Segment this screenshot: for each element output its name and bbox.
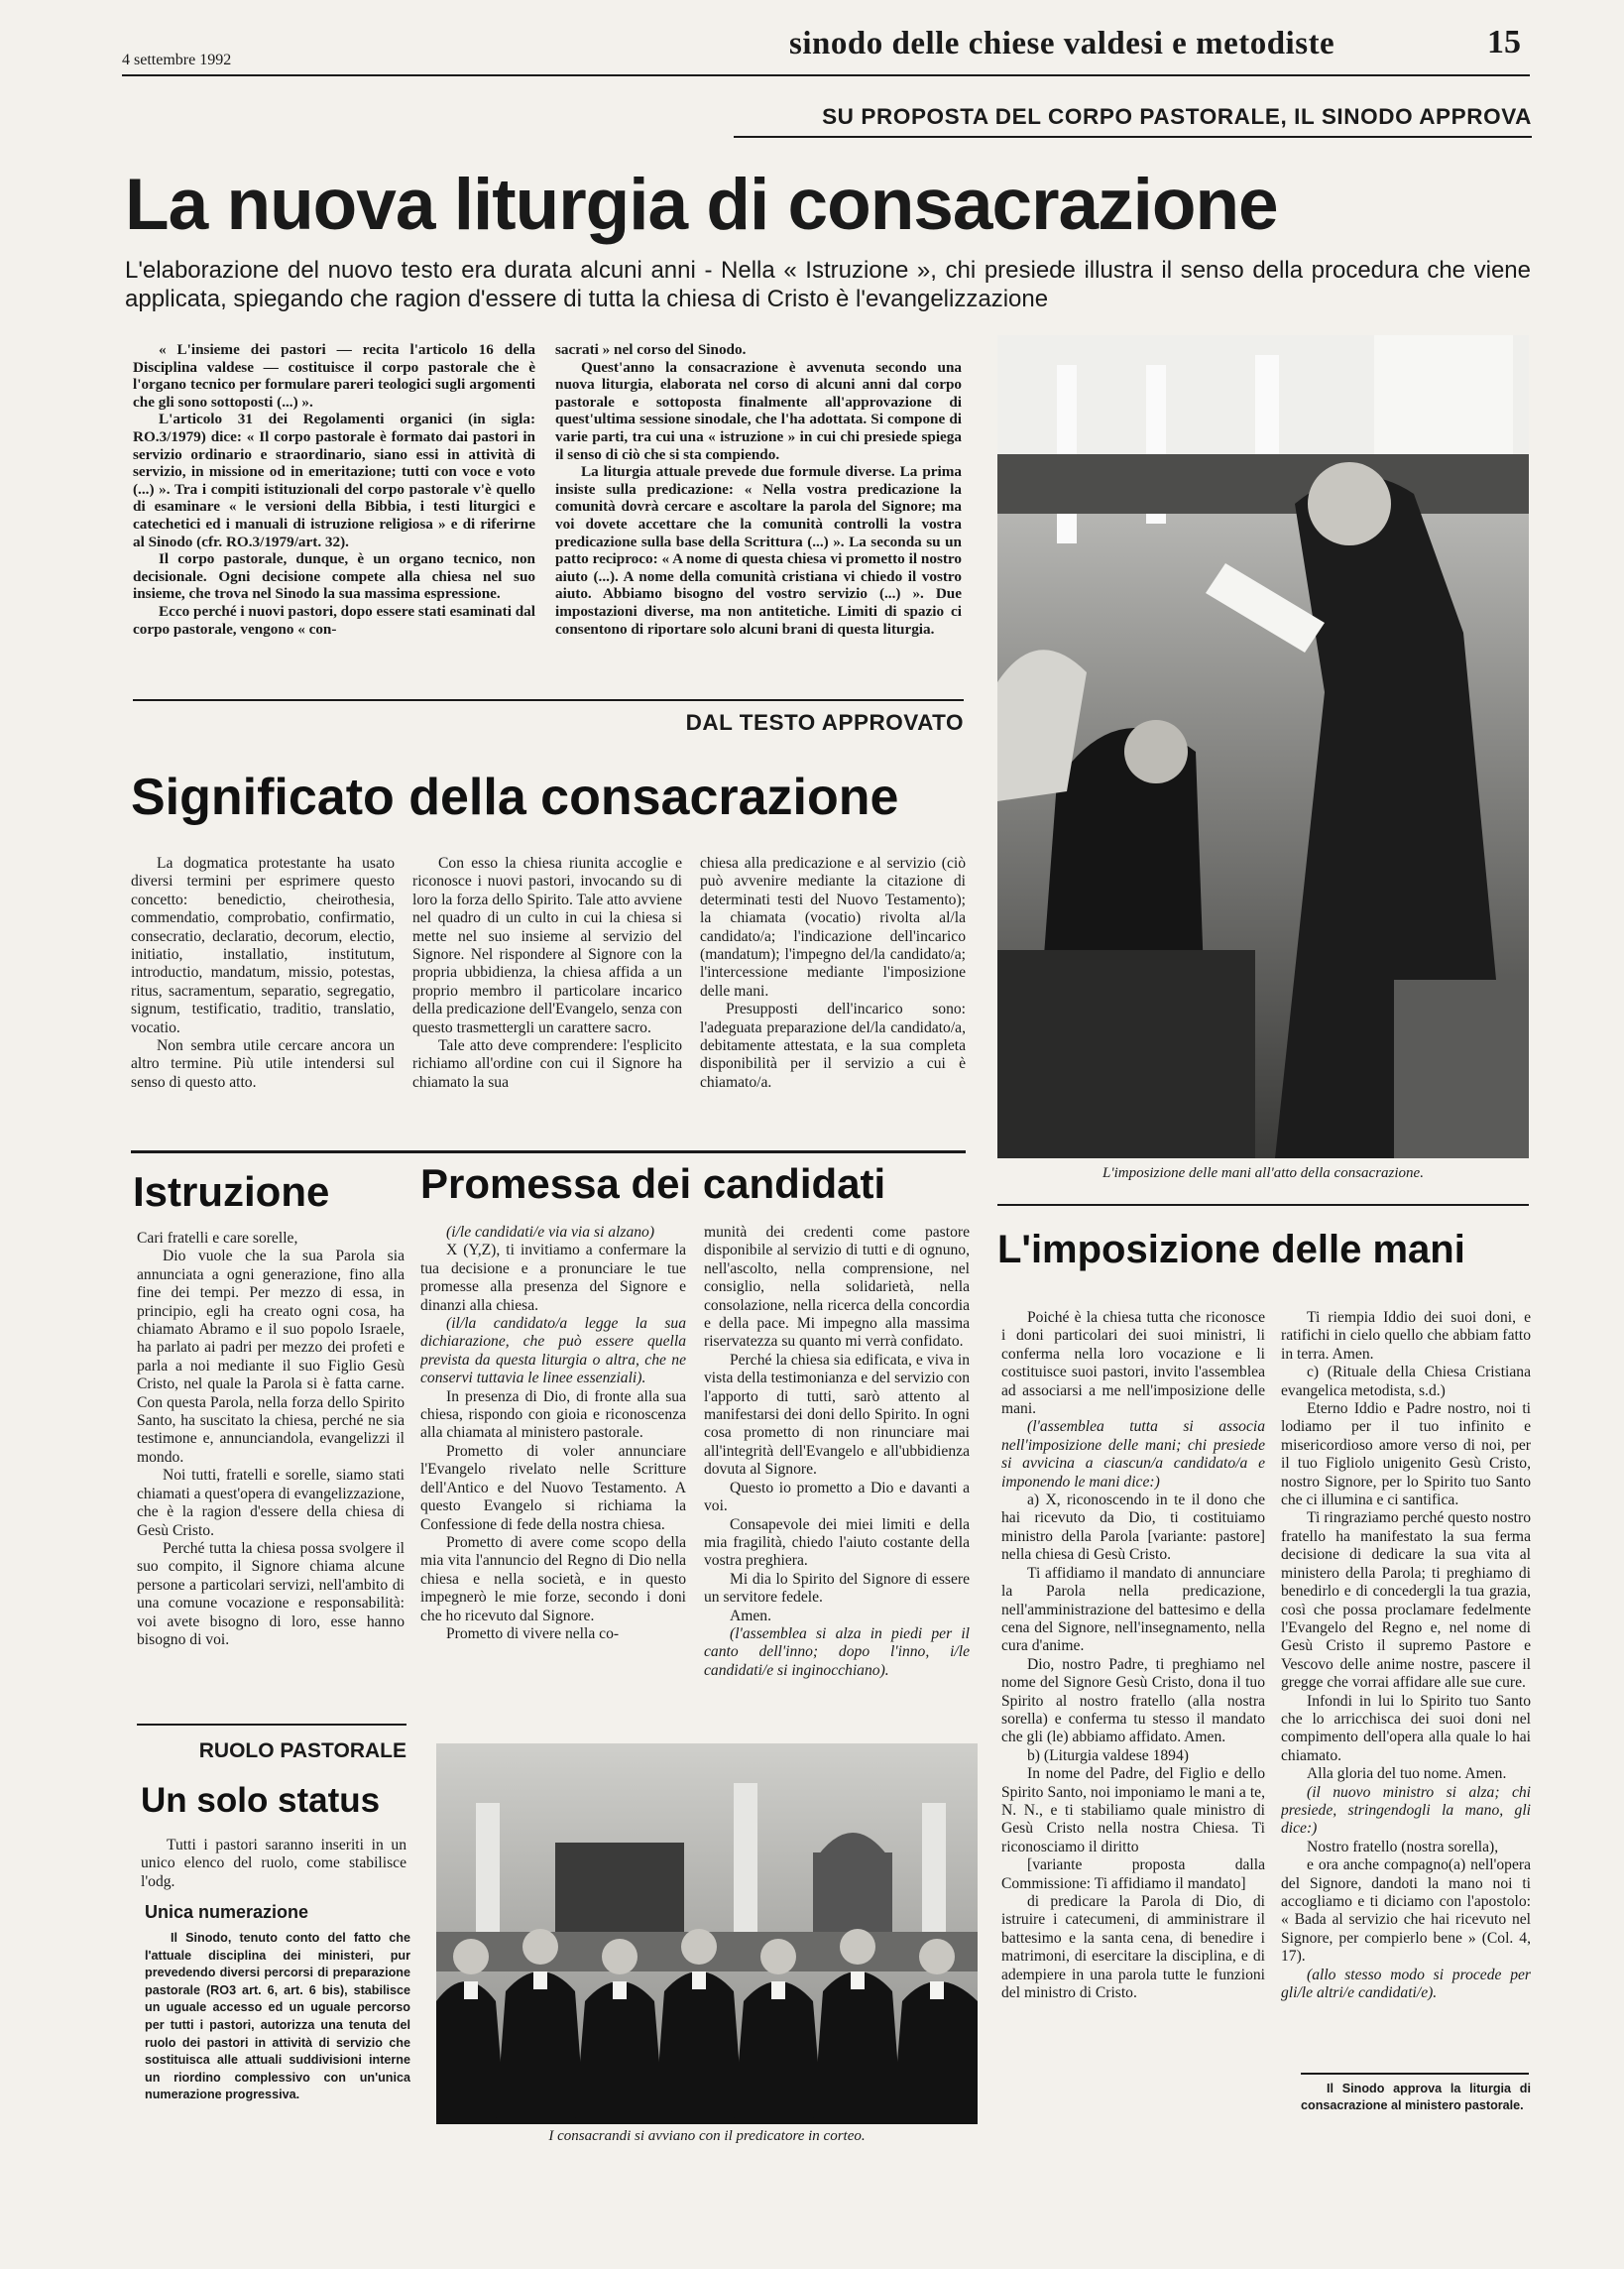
promessa-paragraph: Prometto di avere come scopo della mia vita l'annuncio del Regno di Dio nella chiesa e nella società, e in questo impegnerò le mie forze, secondo i doni che ho ricevuto dal Signore.: [420, 1533, 686, 1624]
promessa-paragraph: munità dei credenti come pastore disponibile al servizio di tutti e di ognuno, nell'ascolto, nella comprensione, nel consiglio, nella solidarietà, nella consolazione, nella ricerca della concordia e della pace. Mi impegno alla massima riservatezza su quanto mi verrà confidato.: [704, 1224, 970, 1351]
masthead-date: 4 settembre 1992: [122, 52, 232, 68]
procession-photo: [436, 1743, 978, 2124]
promessa-paragraph: (i/le candidati/e via via si alzano): [446, 1224, 655, 1241]
ruolo-rule: [137, 1724, 406, 1726]
imposizione-paragraph: (l'assemblea tutta si associa nell'imposizione delle mani; chi presiede si avvicina a ciascun/a candidato/a e imponendo le mani dice:): [1001, 1418, 1265, 1491]
imposizione-paragraph: (allo stesso modo si procede per gli/le altri/e candidati/e).: [1281, 1966, 1531, 2002]
imposizione-paragraph: In nome del Padre, del Figlio e dello Spirito Santo, noi imponiamo le mani a te, N. N., e ti stabiliamo quale ministro di Gesù Cristo nella nostra Chiesa. Ti riconosciamo il diritto: [1001, 1765, 1265, 1855]
istruzione-title: Istruzione: [133, 1168, 330, 1215]
promessa-paragraph: Prometto di voler annunciare l'Evangelo rivelato nelle Scritture dell'Antico e del Nuovo Testamento. A questo Evangelo si richiama la Confessione di fede della nostra chiesa.: [420, 1442, 686, 1533]
page-number: 15: [1487, 24, 1521, 60]
promessa-paragraph: Consapevole dei miei limiti e della mia fragilità, chiedo l'aiuto costante della vostra preghiera.: [704, 1515, 970, 1570]
headline: La nuova liturgia di consacrazione: [125, 165, 1278, 245]
intro-paragraph: sacrati » nel corso del Sinodo.: [555, 341, 747, 358]
imposizione-paragraph: c) (Rituale della Chiesa Cristiana evangelica metodista, s.d.): [1281, 1364, 1531, 1399]
imposizione-paragraph: di predicare la Parola di Dio, di istruire i catecumeni, di amministrare il battesimo e la santa cena, di benedire i matrimoni, di esercitare la disciplina, e di adempiere in una parola tutte le funzioni del ministro di Cristo.: [1001, 1893, 1265, 2002]
significato-rule: [131, 1150, 966, 1153]
intro-paragraph: La liturgia attuale prevede due formule diverse. La prima insiste sulla predicazione: « Nella vostra predicazione la comunità dovrà cercare e ascoltare la parola del Signore; ma voi dovete accettare che la comunità controlli la vostra predicazione sulla base della Scrittura (...) ». La seconda su un patto reciproco: « A nome di questa chiesa vi prometto il nostro aiuto (...). A nome della comunità cristiana vi chiedo il vostro aiuto. Abbiamo bisogno del vostro servizio (...) ». Due impostazioni diverse, ma non antitetiche. Limiti di spazio ci consentono di riportare solo alcuni brani di questa liturgia.: [555, 463, 962, 638]
consecration-photo-image: [997, 335, 1529, 1158]
ruolo-intro: [141, 1837, 406, 1896]
intro-paragraph: Il corpo pastorale, dunque, è un organo tecnico, non decisionale. Ogni decisione compete alla chiesa nel suo insieme, che trova nel Sinodo la sua massima espressione.: [133, 550, 535, 603]
imposizione-footnote: [1301, 2081, 1531, 2140]
imposizione-paragraph: a) X, riconoscendo in te il dono che hai ricevuto da Dio, ti costituiamo ministro della Parola [variante: pastore] nella chiesa di Gesù Cristo.: [1001, 1492, 1265, 1564]
promessa-column-2: [704, 1224, 970, 1739]
masthead-rule: [122, 74, 1530, 76]
istruzione-paragraph: Dio vuole che la sua Parola sia annunciata a ogni generazione, fino alla fine dei tempi. Per mezzo di essa, in principio, egli ha creato ogni cosa, ha chiamato Abramo e il suo popolo Israele, ha parlato ai padri per mezzo dei profeti e parla a noi mediante il suo Figlio Gesù Cristo, nel quale la Parola si è fatta carne. Con questa Parola, nella forza dello Spirito Santo, ha suscitato la chiesa, perché ne sia testimone e, annunciandola, evangelizzi il mondo.: [137, 1248, 405, 1466]
imposizione-paragraph: Eterno Iddio e Padre nostro, noi ti lodiamo per il tuo infinito e misericordioso amore verso di noi, per il tuo Figliolo unigenito Gesù Cristo, nostro Signore, per lo Spirito tuo Santo che ci illumina e ci santifica.: [1281, 1400, 1531, 1509]
photo1-caption: L'imposizione delle mani all'atto della consacrazione.: [1102, 1165, 1424, 1181]
ruolo-subtitle: Unica numerazione: [145, 1902, 309, 1922]
significato-paragraph: Tale atto deve comprendere: l'esplicito richiamo all'ordine con cui il Signore ha chiamato la sua: [412, 1037, 682, 1091]
imposizione-paragraph: Infondi in lui lo Spirito tuo Santo che lo arricchisca dei suoi doni nel compimento dell'opera alla quale lo hai chiamato.: [1281, 1692, 1531, 1764]
imposizione-paragraph: Alla gloria del tuo nome. Amen.: [1307, 1765, 1507, 1783]
imposizione-title: L'imposizione delle mani: [997, 1228, 1465, 1271]
significato-paragraph: Presupposti dell'incarico sono: l'adeguata preparazione del/la candidato/a, debitamente attestata, e la sua completa disponibilità per il servizio a cui è chiamato/a.: [700, 1001, 966, 1091]
significato-column-1: [131, 855, 395, 1133]
istruzione-paragraph: Perché tutta la chiesa possa svolgere il suo compito, il Signore chiama alcune persone a particolari servizi, nell'ambito di una comune vocazione e responsabilità: voi avete bisogno di loro, esse hanno bisogno di voi.: [137, 1539, 405, 1648]
intro-paragraph: L'articolo 31 dei Regolamenti organici (in sigla: RO.3/1979) dice: « Il corpo pastorale è formato dai pastori in servizio ordinario e straordinario, siano essi in attività di servizio, in missione od in emeritazione; tutti con voce e voto (...) ». Tra i compiti istituzionali del corpo pastorale v'è quello di esaminare « le versioni della Bibbia, i testi liturgici e catechetici ed i manuali di istruzione religiosa » e di riferirne al Sinodo (cfr. RO.3/1979/art. 32).: [133, 411, 535, 550]
promessa-paragraph: In presenza di Dio, di fronte alla sua chiesa, rispondo con gioia e riconoscenza alla chiamata al ministero pastorale.: [420, 1387, 686, 1442]
promessa-title: Promessa dei candidati: [420, 1160, 886, 1207]
significato-paragraph: chiesa alla predicazione e al servizio (ciò può avvenire mediante la citazione di determinati testi del Nuovo Testamento); la chiamata (vocatio) rivolta al/la candidato/a; l'indicazione dell'incarico (mandatum); l'impegno del/la candidato/a; l'intercessione mediante l'imposizione delle mani.: [700, 855, 966, 1000]
promessa-paragraph: Questo io prometto a Dio e davanti a voi.: [704, 1479, 970, 1515]
promessa-paragraph: Mi dia lo Spirito del Signore di essere un servitore fedele.: [704, 1570, 970, 1607]
imposizione-column-2: [1281, 1309, 1531, 2063]
imposizione-paragraph: Nostro fratello (nostra sorella),: [1307, 1838, 1499, 1855]
imposizione-paragraph: b) (Liturgia valdese 1894): [1027, 1746, 1189, 1764]
kicker-mid: DAL TESTO APPROVATO: [685, 710, 964, 735]
significato-paragraph: Non sembra utile cercare ancora un altro termine. Più utile intendersi sul senso di questo atto.: [131, 1037, 395, 1091]
ruolo-body-text: Il Sinodo, tenuto conto del fatto che l'attuale disciplina dei ministeri, pur prevedendo diversi percorsi di preparazione pastorale (RO3 art. 6, art. 6 bis), stabilisce un uguale accesso ed un uguale percorso per tutti i pastori, autorizza una tenuta del ruolo dei pastori in attività di servizio che sostituisca alle attuali suddivisioni interne un riordino complessivo con un'unica numerazione progressiva.: [145, 1931, 410, 2102]
imposizione-rule: [997, 1204, 1529, 1206]
intro-column-1: [133, 341, 535, 690]
kicker-rule: [734, 136, 1532, 138]
subhead: L'elaborazione del nuovo testo era durata alcuni anni - Nella « Istruzione », chi presiede illustra il senso della procedura che viene applicata, spiegando che ragion d'essere di tutta la chiesa di Cristo è l'evangelizzazione: [125, 257, 1531, 312]
istruzione-paragraph: Noi tutti, fratelli e sorelle, siamo stati chiamati a quest'opera di evangelizzazione, che è la ragion d'essere della chiesa di Gesù Cristo.: [137, 1467, 405, 1539]
imposizione-paragraph: Poiché è la chiesa tutta che riconosce i doni particolari dei suoi ministri, li conferma nella loro vocazione e li costituisce suoi pastori, invito l'assemblea ad associarsi a me nell'imposizione delle mani.: [1001, 1309, 1265, 1418]
istruzione-column: [137, 1230, 405, 1755]
intro-paragraph: Ecco perché i nuovi pastori, dopo essere stati esaminati dal corpo pastorale, vengono « con-: [133, 602, 535, 638]
significato-paragraph: Con esso la chiesa riunita accoglie e riconosce i nuovi pastori, invocando su di loro la forza dello Spirito. Tale atto avviene nel quadro di un culto in cui la chiesa si mette nel suo insieme al servizio del Signore. Nel rispondere al Signore con la propria ubbidienza, la chiesa affida a un proprio membro il particolare incarico della predicazione dell'Evangelo, senza con questo trasmettergli un carattere sacro.: [412, 855, 682, 1036]
significato-paragraph: La dogmatica protestante ha usato diversi termini per esprimere questo concetto: benedictio, cheirothesia, commendatio, comprobatio, confirmatio, consecratio, declaratio, decorum, electio, initiatio, installatio, institutum, introductio, mandatum, missio, potestas, ritus, sacramentum, separatio, segregatio, signum, testificatio, traditio, translatio, vocatio.: [131, 855, 395, 1036]
promessa-paragraph: Prometto di vivere nella co-: [446, 1624, 620, 1642]
promessa-paragraph: (l'assemblea si alza in piedi per il canto dell'inno; dopo l'inno, i/le candidati/e si inginocchiano).: [704, 1624, 970, 1679]
istruzione-paragraph: Cari fratelli e care sorelle,: [137, 1230, 298, 1247]
promessa-paragraph: Perché la chiesa sia edificata, e viva in vista della testimonianza e del servizio con l'apporto di tutti, sarò attento al manifestarsi dei doni dello Spirito. In ogni cosa prometto di non rinunciare mai all'integrità dell'Evangelo e all'ubbidienza dovuta al Signore.: [704, 1351, 970, 1479]
promessa-column-1: [420, 1224, 686, 1739]
ruolo-body: [145, 1930, 410, 2148]
ruolo-kicker: RUOLO PASTORALE: [198, 1739, 406, 1762]
footnote-rule: [1301, 2073, 1529, 2075]
promessa-paragraph: X (Y,Z), ti invitiamo a confermare la tua decisione e a pronunciare le tue promesse alla presenza del Signore e dinanzi alla chiesa.: [420, 1242, 686, 1314]
significato-column-3: [700, 855, 966, 1133]
intro-rule: [133, 699, 964, 701]
imposizione-paragraph: Ti riempia Iddio dei suoi doni, e ratifichi in cielo quello che abbiam fatto in terra. Amen.: [1281, 1309, 1531, 1363]
imposizione-paragraph: Ti affidiamo il mandato di annunciare la Parola nella predicazione, nell'amministrazione del battesimo e della cena del Signore, nell'insegnamento, nella cura d'anime.: [1001, 1564, 1265, 1655]
imposizione-footnote-text: Il Sinodo approva la liturgia di consacrazione al ministero pastorale.: [1301, 2082, 1531, 2112]
imposizione-paragraph: (il nuovo ministro si alza; chi presiede, stringendogli la mano, gli dice:): [1281, 1783, 1531, 1838]
procession-photo-image: [436, 1743, 978, 2124]
intro-column-2: [555, 341, 962, 690]
consecration-photo: [997, 335, 1529, 1158]
significato-column-2: [412, 855, 682, 1133]
imposizione-paragraph: [variante proposta dalla Commissione: Ti affidiamo il mandato]: [1001, 1856, 1265, 1892]
imposizione-column-1: [1001, 1309, 1265, 2142]
imposizione-paragraph: Ti ringraziamo perché questo nostro fratello ha manifestato la sua ferma decisione di dedicare la sua vita al ministero della Parola; ti preghiamo di benedirlo e di concedergli la tua grazia, così che possa proclamare fedelmente l'Evangelo del Regno e, nel nome di Gesù Cristo il supremo Pastore e Vescovo delle anime nostre, pascere il gregge che vorrai affidare alle sue cure.: [1281, 1509, 1531, 1692]
masthead-title: sinodo delle chiese valdesi e metodiste: [789, 26, 1335, 61]
ruolo-title: Un solo status: [141, 1781, 381, 1820]
ruolo-intro-text: Tutti i pastori saranno inseriti in un unico elenco del ruolo, come stabilisce l'odg.: [141, 1837, 406, 1890]
imposizione-paragraph: e ora anche compagno(a) nell'opera del Signore, dandoti la mano noi ti accogliamo e ti diciamo con l'apostolo: « Bada al servizio che hai ricevuto nel Signore, per compierlo bene » (Col. 4, 17).: [1281, 1856, 1531, 1966]
promessa-paragraph: (il/la candidato/a legge la sua dichiarazione, che può essere quella prevista da questa liturgia o altra, che ne conservi tuttavia le linee essenziali).: [420, 1315, 686, 1387]
imposizione-paragraph: Dio, nostro Padre, ti preghiamo nel nome del Signore Gesù Cristo, dona il tuo Spirito al nostro fratello (alla nostra sorella) e conferma tu stesso il mandato che gli (le) abbiamo affidato. Amen.: [1001, 1655, 1265, 1746]
intro-paragraph: Quest'anno la consacrazione è avvenuta secondo una nuova liturgia, elaborata nel corso di alcuni anni dal corpo pastorale e sottoposta finalmente all'approvazione di quest'ultima sessione sinodale, che l'ha adottata. Si compone di varie parti, tra cui una « istruzione » in cui chi presiede spiega il senso di ciò che si sta compiendo.: [555, 358, 962, 463]
significato-title: Significato della consacrazione: [131, 769, 899, 826]
kicker-top: SU PROPOSTA DEL CORPO PASTORALE, IL SINODO APPROVA: [822, 104, 1532, 129]
photo2-caption: I consacrandi si avviano con il predicatore in corteo.: [548, 2128, 866, 2144]
promessa-paragraph: Amen.: [730, 1607, 772, 1624]
intro-paragraph: « L'insieme dei pastori — recita l'articolo 16 della Disciplina valdese — costituisce il corpo pastorale che è l'organo tecnico per formulare pareri teologici sugli argomenti che gli sono sottoposti (...) ».: [133, 341, 535, 411]
